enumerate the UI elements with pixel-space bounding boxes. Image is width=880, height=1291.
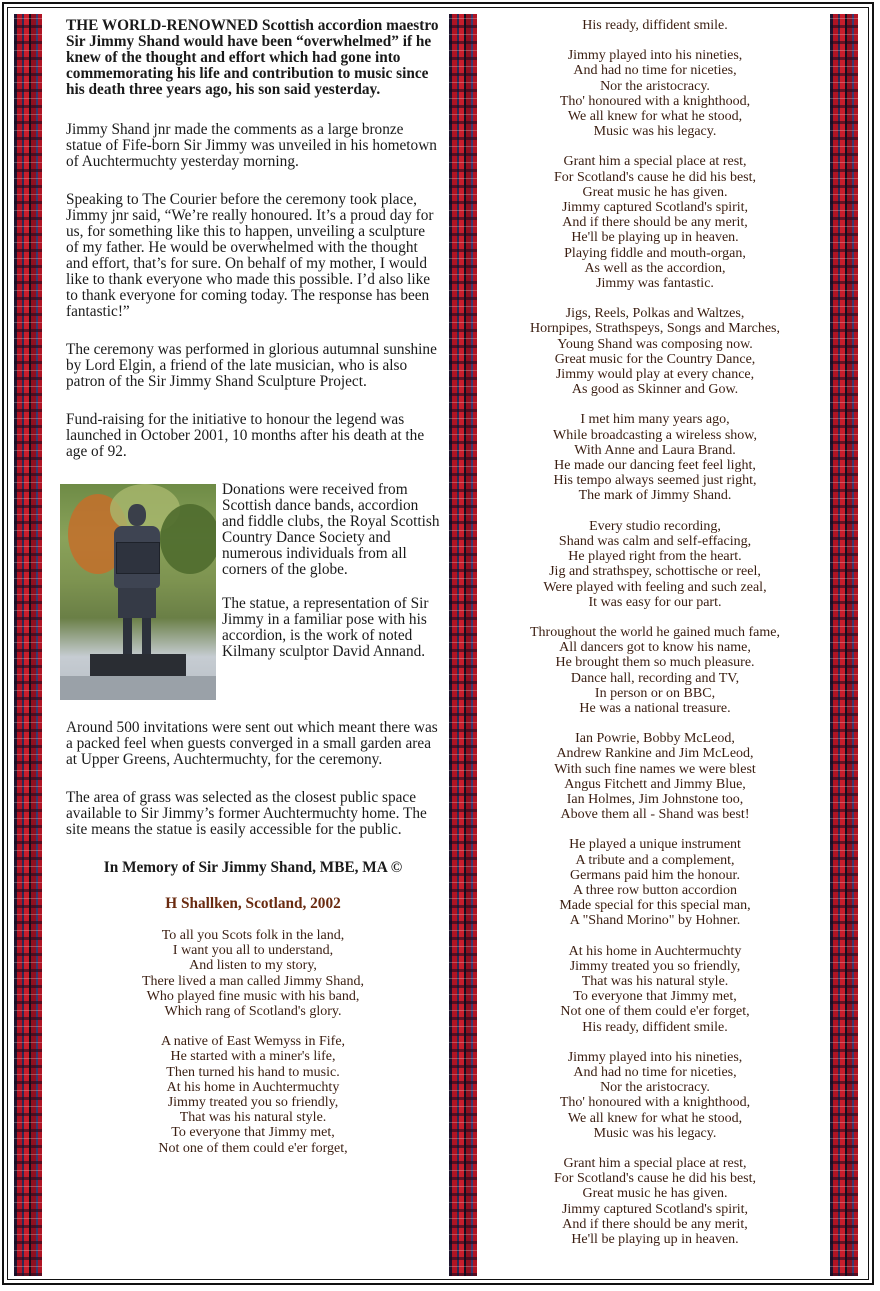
article-paragraph: Speaking to The Courier before the ceremony took place, Jimmy jnr said, “We’re really honoured. It’s a proud day for us, for something like this to happen, unveiling a sculpture of my father. He would be overwhelmed with the thought and effort, that’s for sure. On behalf of my mother, I would like to thank everyone who made this possible. I’d also like to thank everyone for coming today. The response has been fantastic!” [66,191,434,320]
poem-line: We all knew for what he stood, [567,109,743,125]
poem-line: Great music he has given. [582,1186,728,1202]
poem-line: Nor the aristocracy. [600,1080,710,1096]
poem-line: Jigs, Reels, Polkas and Waltzes, [565,306,745,322]
poem-line: Music was his legacy. [593,1125,717,1141]
poem-line: He'll be playing up in heaven. [571,230,739,246]
poem-stanza [490,154,820,291]
poem-line: Jimmy played into his nineties, [567,1049,743,1065]
poem-line: Grant him a special place at rest, [563,154,747,170]
poem-line: Not one of them could e'er forget, [560,1004,750,1020]
poem-line: Germans paid him the honour. [570,867,740,883]
poem-line: There lived a man called Jimmy Shand, [142,973,364,989]
poem-line: To all you Scots folk in the land, [161,928,345,943]
poem-stanza [490,18,820,33]
poem-line: Great music for the Country Dance, [554,351,756,367]
poem-line: Which rang of Scotland's glory. [164,1004,342,1020]
poem-line: With Anne and Laura Brand. [574,442,736,458]
poem-stanza [490,306,820,397]
poem-line: It was easy for our part. [588,594,722,610]
poem-line: Tho' honoured with a knighthood, [559,93,751,109]
poem-line: Not one of them could e'er forget, [158,1140,348,1156]
poem-right [490,18,820,1262]
poem-line: To everyone that Jimmy met, [171,1125,335,1141]
poem-line: A native of East Wemyss in Fife, [160,1034,346,1050]
poem-line: And if there should be any merit, [562,1216,748,1232]
tartan-border-left [14,14,42,1276]
poem-line: And listen to my story, [189,958,317,974]
poem-line: The mark of Jimmy Shand. [578,488,732,504]
poem-stanza [490,48,820,139]
poem-line: Throughout the world he gained much fame, [530,624,780,640]
poem-line: As good as Skinner and Gow. [571,382,739,398]
statue-figure [66,482,440,708]
poem-line: Ian Powrie, Bobby McLeod, [575,731,735,747]
poem-line: His ready, diffident smile. [582,18,728,33]
poem-line: Dance hall, recording and TV, [570,670,740,686]
poem-line: He played a unique instrument [569,837,741,853]
poem-line: His ready, diffident smile. [582,1019,728,1035]
poem-line: Jimmy would play at every chance, [555,367,755,383]
poem-line: To everyone that Jimmy met, [573,989,737,1005]
poem-line: In person or on BBC, [594,685,716,701]
poem-line: Angus Fitchett and Jimmy Blue, [564,776,746,792]
poem-stanza [490,1050,820,1141]
poem-line: For Scotland's cause he did his best, [554,1171,756,1187]
statue-photo [60,484,216,700]
poem-line: A "Shand Morino" by Hohner. [569,913,741,929]
poem-line: Grant him a special place at rest, [563,1156,747,1171]
poem-line: And had no time for niceties, [573,1064,737,1080]
poem-line: Jimmy treated you so friendly, [167,1095,339,1111]
poem-line: A three row button accordion [572,882,738,898]
poem-line: His tempo always seemed just right, [553,473,757,489]
poem-line: Every studio recording, [589,518,721,534]
poem-line: Shand was calm and self-effacing, [558,533,752,549]
poem-line: Young Shand was composing now. [557,336,753,352]
poem-stanza [66,928,440,1019]
article-paragraph: The ceremony was performed in glorious autumnal sunshine by Lord Elgin, a friend of the late musician, who is also patron of the Sir Jimmy Shand Sculpture Project. [66,341,437,390]
poem-line: With such fine names we were blest [554,761,756,777]
article-paragraph: Fund-raising for the initiative to honour the legend was launched in October 2001, 10 months after his death at the age of 92. [66,411,425,460]
poem-line: Jimmy captured Scotland's spirit, [561,200,749,216]
poem-line: Jimmy was fantastic. [596,276,714,292]
poem-line: I met him many years ago, [580,412,730,428]
poem-line: Then turned his hand to music. [166,1064,340,1080]
poem-title: In Memory of Sir Jimmy Shand, MBE, MA © [103,859,403,876]
poem-line: He was a national treasure. [579,700,731,716]
poem-line: Above them all - Shand was best! [560,807,750,823]
tartan-border-middle [449,14,477,1276]
poem-line: As well as the accordion, [584,260,726,276]
poem-line: Music was his legacy. [593,124,717,140]
poem-line: Made special for this special man, [559,898,751,914]
poem-line: Nor the aristocracy. [600,78,710,94]
poem-line: Jimmy captured Scotland's spirit, [561,1201,749,1217]
poem-line: At his home in Auchtermuchty [166,1079,340,1095]
poem-line: He started with a miner's life, [170,1049,336,1065]
poem-line: I want you all to understand, [172,943,334,959]
poem-line: That was his natural style. [179,1110,327,1126]
poem-line: He brought them so much pleasure. [555,655,755,671]
poem-stanza [490,519,820,610]
poem-line: For Scotland's cause he did his best, [554,169,756,185]
poem-line: He played right from the heart. [568,549,742,565]
poem-stanza [66,1034,440,1156]
article-paragraph: Around 500 invitations were sent out which meant there was a packed feel when guests converged in a small garden area at Upper Greens, Auchtermuchty, for the ceremony. [66,719,438,768]
poem-line: Jimmy played into his nineties, [567,48,743,64]
poem-line: Tho' honoured with a knighthood, [559,1095,751,1111]
poem-byline: H Shallken, Scotland, 2002 [165,895,341,912]
article-column [66,18,440,1171]
poem-stanza [490,944,820,1035]
poem-line: Were played with feeling and such zeal, [543,579,767,595]
poem-stanza [490,625,820,716]
article-paragraph: Donations were received from Scottish dance bands, accordion and fiddle clubs, the Royal Scottish Country Dance Society and numerous individuals from all corners of the globe. [222,481,440,578]
poem-line: He'll be playing up in heaven. [571,1232,739,1248]
poem-line: Hornpipes, Strathspeys, Songs and Marches, [529,321,781,337]
figure-text [222,482,442,678]
tartan-border-right [830,14,858,1276]
article-lead: THE WORLD-RENOWNED Scottish accordion maestro Sir Jimmy Shand would have been “overwhelmed” if he knew of the thought and effort which had gone into commemorating his life and contribution to music since his death three years ago, his son said yesterday. [66,17,439,98]
poem-line: Playing fiddle and mouth-organ, [564,245,746,261]
poem-line: Great music he has given. [582,184,728,200]
poem-line: Who played fine music with his band, [146,988,360,1004]
poem-line: And if there should be any merit, [562,215,748,231]
poem-line: All dancers got to know his name, [559,640,751,656]
poem-stanza [490,1156,820,1247]
poem-line: And had no time for niceties, [573,63,737,79]
poem-line: While broadcasting a wireless show, [553,427,757,443]
article-paragraph: The statue, a representation of Sir Jimmy in a familiar pose with his accordion, is the work of noted Kilmany sculptor David Annand. [222,595,429,660]
poem-line: Ian Holmes, Jim Johnstone too, [566,791,744,807]
poem-line: He made our dancing feet feel light, [554,458,756,474]
poem-line: Andrew Rankine and Jim McLeod, [556,746,754,762]
poem-stanza [490,731,820,822]
poem-line: We all knew for what he stood, [567,1110,743,1126]
poem-line: Jig and strathspey, schottische or reel, [549,564,761,580]
poem-stanza [490,412,820,503]
article-paragraph: The area of grass was selected as the closest public space available to Sir Jimmy’s former Auchtermuchty home. The site means the statue is easily accessible for the public. [66,789,427,838]
poem-left [66,928,440,1156]
poem-line: Jimmy treated you so friendly, [569,958,741,974]
article-paragraph: Jimmy Shand jnr made the comments as a large bronze statue of Fife-born Sir Jimmy was unveiled in his hometown of Auchtermuchty yesterday morning. [66,121,437,170]
poem-line: That was his natural style. [581,973,729,989]
poem-line: At his home in Auchtermuchty [568,943,742,959]
poem-stanza [490,837,820,928]
poem-line: A tribute and a complement, [575,852,735,868]
